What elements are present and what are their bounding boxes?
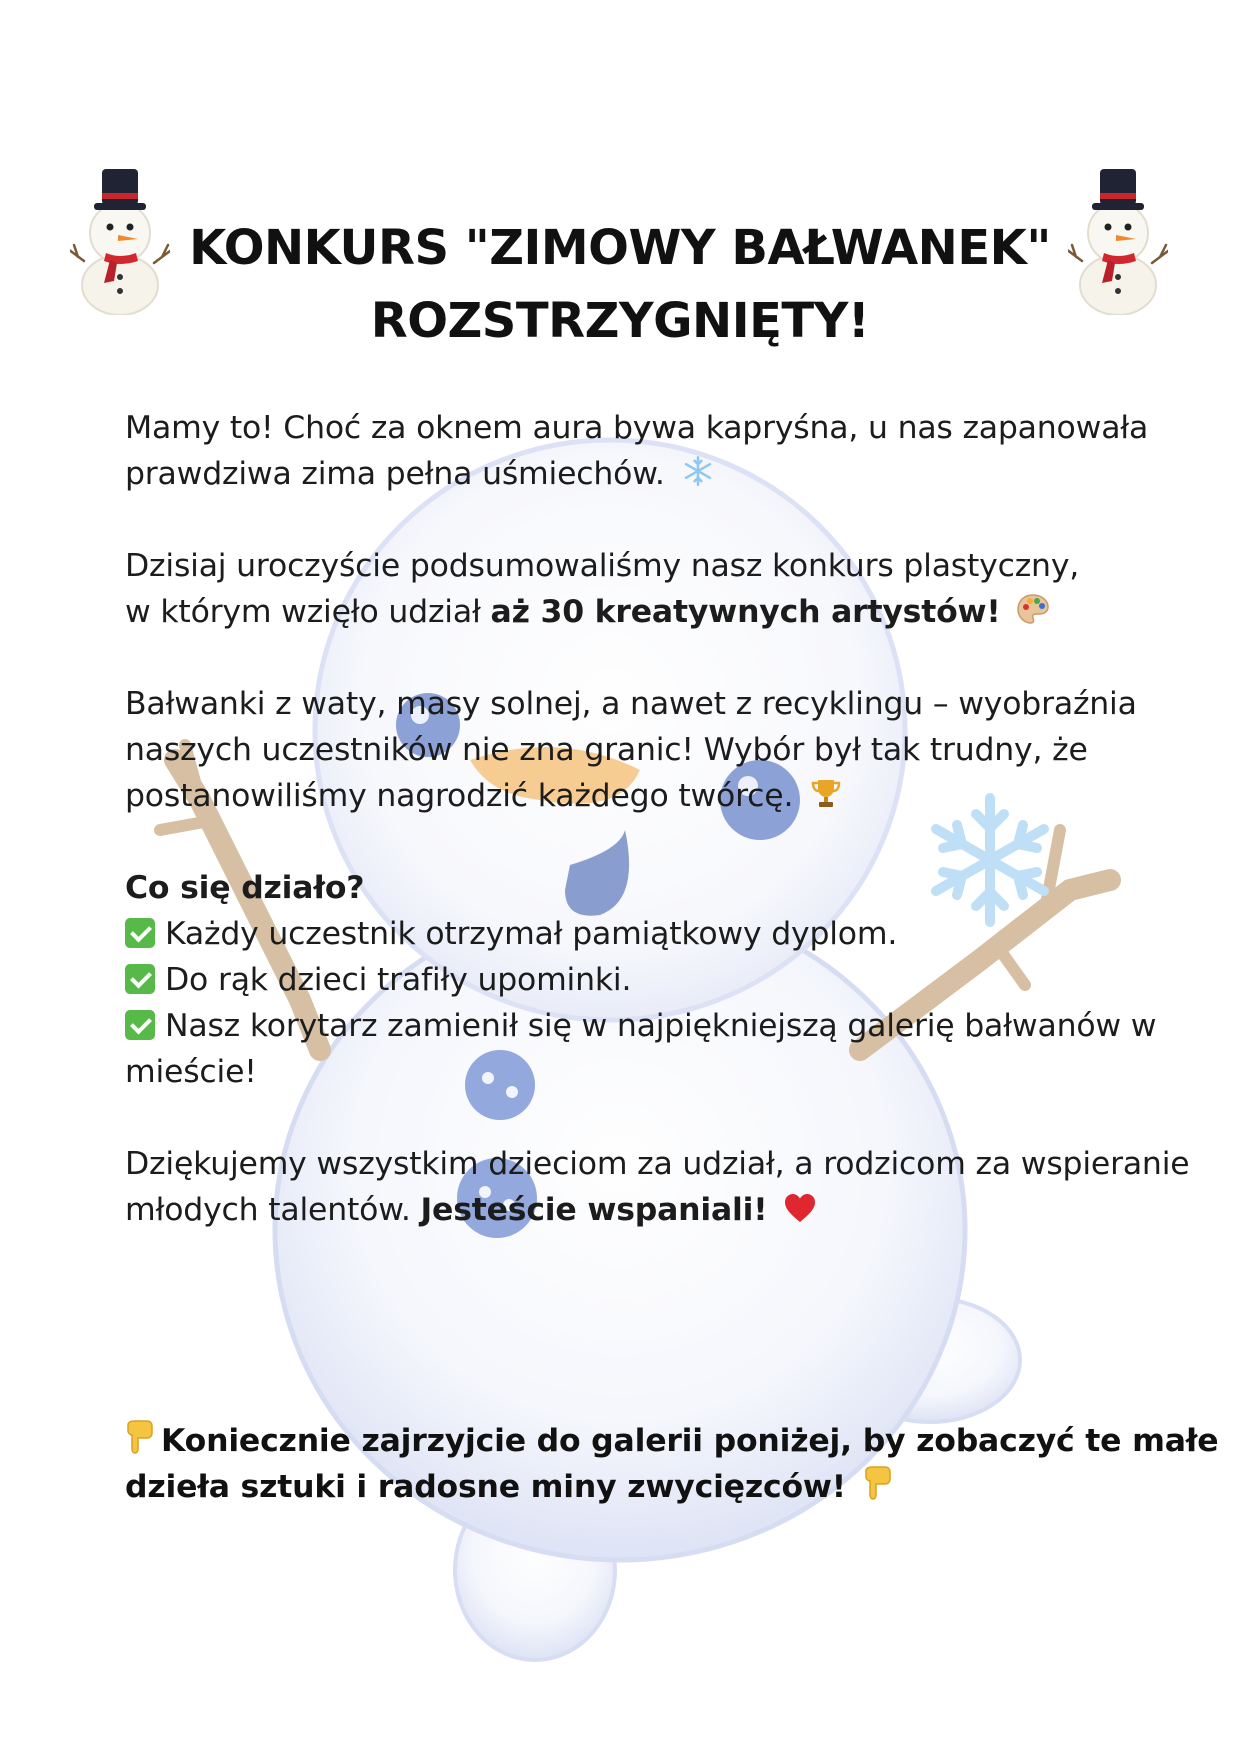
summary-line-1: Dzisiaj uroczyście podsumowaliśmy nasz konkurs plastyczny, [125,548,1080,584]
page-title [0,212,1240,358]
gallery-call-to-action [125,1418,1225,1510]
pointing-down-icon [125,1419,155,1455]
intro-paragraph [125,405,1225,497]
list-item: Każdy uczestnik otrzymał pamiątkowy dyplom. [165,916,898,952]
pointing-down-icon [863,1465,893,1501]
announcement-body [125,405,1225,1233]
participants-highlight: aż 30 kreatywnych artystów! [490,594,1001,630]
thanks-line-1: Dziękujemy wszystkim dzieciom za udział, a rodzicom za wspieranie [125,1146,1190,1182]
intro-line-1: Mamy to! Choć za oknem aura bywa kapryśna, u nas zapanowała [125,410,1149,446]
trophy-icon [809,776,843,810]
cta-line-2: dzieła sztuki i radosne miny zwycięzców! [125,1469,846,1505]
list-item: Do rąk dzieci trafiły upominki. [165,962,632,998]
list-item-continuation: mieście! [125,1054,257,1090]
thanks-line-2: młodych talentów. [125,1192,421,1228]
list-item: Nasz korytarz zamienił się w najpiękniejszą galerię bałwanów w [165,1008,1157,1044]
events-heading: Co się działo? [125,870,365,906]
thanks-highlight: Jesteście wspaniali! [420,1192,768,1228]
creativity-line-2: naszych uczestników nie zna granic! Wybór był tak trudny, że [125,732,1088,768]
red-heart-icon [783,1192,817,1224]
check-mark-icon [125,1010,155,1040]
cta-line-1: Koniecznie zajrzyjcie do galerii poniżej, by zobaczyć te małe [161,1423,1219,1459]
summary-line-2: w którym wzięło udział [125,594,491,630]
events-section [125,865,1225,1095]
thanks-paragraph [125,1141,1225,1233]
check-mark-icon [125,964,155,994]
intro-line-2: prawdziwa zima pełna uśmiechów. [125,456,665,492]
summary-paragraph [125,543,1225,635]
palette-icon [1016,592,1050,626]
creativity-line-3: postanowiliśmy nagrodzić każdego twórcę. [125,778,794,814]
snowflake-icon [681,454,715,488]
title-line-2: ROZSTRZYGNIĘTY! [370,293,870,349]
creativity-paragraph [125,681,1225,819]
title-line-1: KONKURS "ZIMOWY BAŁWANEK" [189,220,1051,276]
creativity-line-1: Bałwanki z waty, masy solnej, a nawet z recyklingu – wyobraźnia [125,686,1137,722]
check-mark-icon [125,918,155,948]
